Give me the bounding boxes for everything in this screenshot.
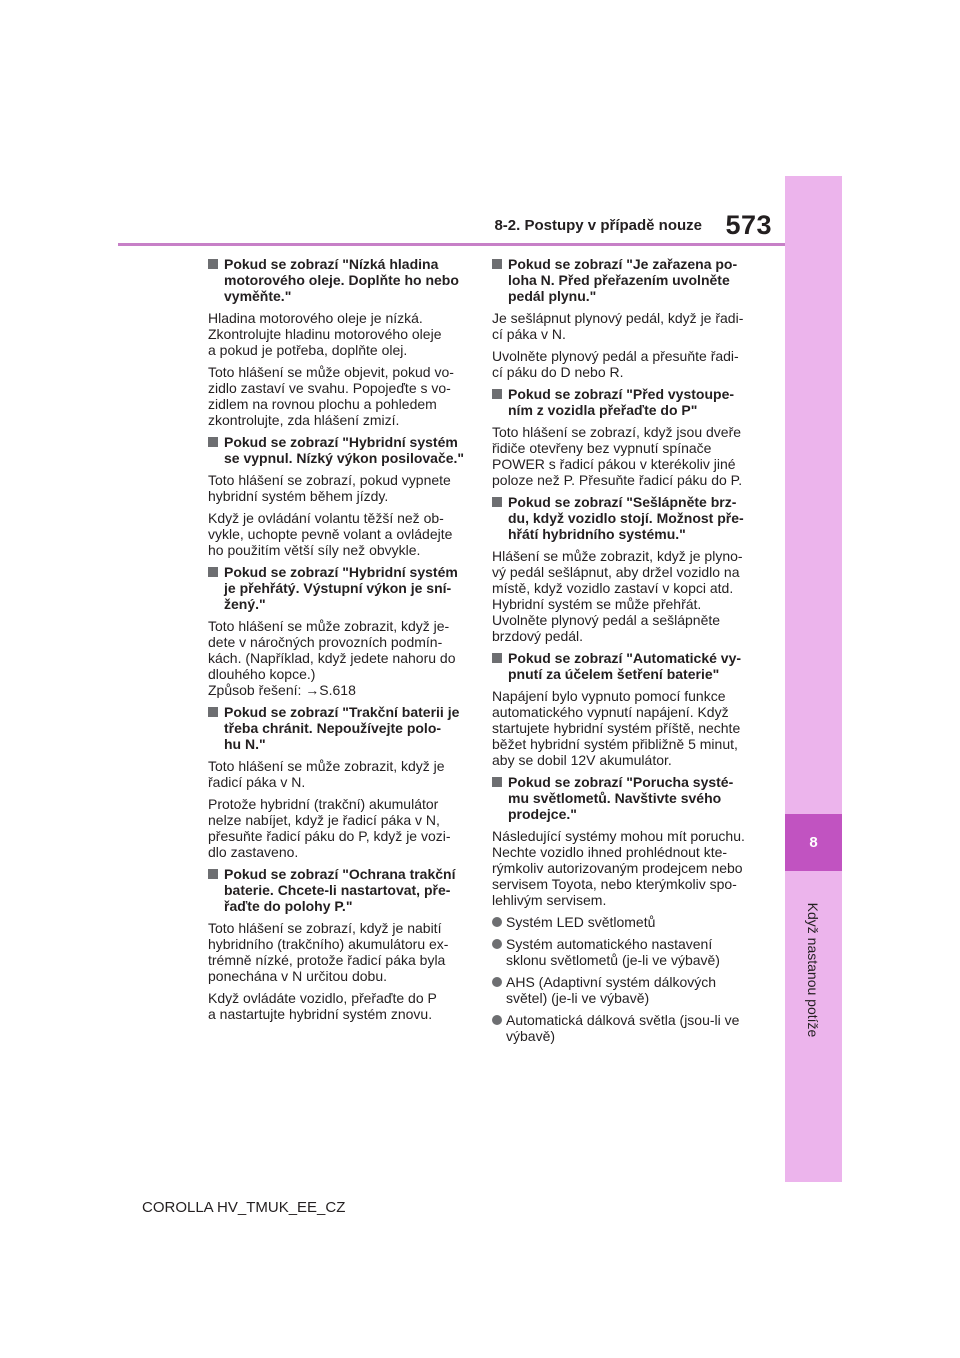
list-item <box>492 936 750 968</box>
list-item-text: Systém automatického nastavení sklonu světlometů (je-li ve výbavě) <box>506 936 720 968</box>
square-bullet-icon <box>208 707 218 717</box>
topic-heading-text: Pokud se zobrazí "Automatické vy- pnutí za účelem šetření baterie" <box>508 650 742 682</box>
header-rule <box>118 243 785 246</box>
page-number: 573 <box>725 210 772 240</box>
message-topic <box>492 774 750 1044</box>
left-column <box>208 256 466 1028</box>
message-topic <box>208 256 466 428</box>
topic-heading-text: Pokud se zobrazí "Hybridní systém je přehřátý. Výstupní výkon je sní- žený." <box>224 564 458 612</box>
topic-heading <box>492 256 750 304</box>
chapter-number-box <box>785 814 842 871</box>
topic-paragraph: Když je ovládání volantu těžší než ob- vykle, uchopte pevně volant a ovládejte ho použitím větší síly než obvykle. <box>208 510 453 558</box>
list-item <box>492 1012 750 1044</box>
topic-paragraph: Toto hlášení se zobrazí, pokud vypnete hybridní systém během jízdy. <box>208 472 451 504</box>
topic-heading <box>492 386 750 418</box>
topic-paragraph: Je sešlápnut plynový pedál, když je řadi- cí páka v N. <box>492 310 744 342</box>
topic-heading <box>208 434 466 466</box>
topic-heading <box>208 704 466 752</box>
message-topic <box>492 386 750 488</box>
list-item-text: AHS (Adaptivní systém dálkových světel) (je-li ve výbavě) <box>506 974 717 1006</box>
topic-paragraph: Toto hlášení se zobrazí, když jsou dveře řidiče otevřeny bez vypnutí spínače POWER s řadicí pákou v kterékoliv jiné poloze než P. Přesuňte řadicí páku do P. <box>492 424 743 488</box>
message-topic <box>208 434 466 558</box>
round-bullet-icon <box>492 977 502 987</box>
topic-paragraph: Hladina motorového oleje je nízká. Zkontrolujte hladinu motorového oleje a pokud je potřeba, doplňte olej. <box>208 310 442 358</box>
square-bullet-icon <box>492 259 502 269</box>
topic-paragraph: Toto hlášení se zobrazí, když je nabití hybridního (trakčního) akumulátoru ex- trémně nízké, protože řadicí páka byla ponechána v N určitou dobu. <box>208 920 449 984</box>
topic-heading-text: Pokud se zobrazí "Před vystoupe- ním z vozidla přeřaďte do P" <box>508 386 735 418</box>
round-bullet-icon <box>492 917 502 927</box>
topic-paragraph: Toto hlášení se může objevit, pokud vo- zidlo zastaví ve svahu. Popojeďte s vo- zidlem na rovnou plochu a pohledem zkontrolujte, zda hlášení zmizí. <box>208 364 454 428</box>
message-topic <box>492 256 750 380</box>
chapter-number: 8 <box>809 834 818 851</box>
topic-heading-text: Pokud se zobrazí "Porucha systé- mu světlometů. Navštivte svého prodejce." <box>508 774 734 822</box>
message-topic <box>492 494 750 644</box>
chapter-title: Když nastanou potíže <box>805 902 821 1038</box>
square-bullet-icon <box>208 869 218 879</box>
topic-heading-text: Pokud se zobrazí "Nízká hladina motorového oleje. Doplňte ho nebo vyměňte." <box>224 256 459 304</box>
round-bullet-icon <box>492 1015 502 1025</box>
topic-heading-text: Pokud se zobrazí "Trakční baterii je třeba chránit. Nepoužívejte polo- hu N." <box>224 704 460 752</box>
square-bullet-icon <box>492 777 502 787</box>
topic-paragraph: Napájení bylo vypnuto pomocí funkce automatického vypnutí napájení. Když startujete hybridní systém příště, nechte běžet hybridní systém přibližně 5 minut, aby se dobil 12V akumulátor. <box>492 688 741 768</box>
message-topic <box>208 866 466 1022</box>
topic-heading <box>492 494 750 542</box>
list-item-text: Automatická dálková světla (jsou-li ve výbavě) <box>506 1012 740 1044</box>
topic-paragraph: Toto hlášení se může zobrazit, když je řadicí páka v N. <box>208 758 445 790</box>
topic-heading-text: Pokud se zobrazí "Hybridní systém se vypnul. Nízký výkon posilovače." <box>224 434 465 466</box>
right-column <box>492 256 750 1050</box>
topic-paragraph: Když ovládáte vozidlo, přeřaďte do P a nastartujte hybridní systém znovu. <box>208 990 437 1022</box>
topic-heading-text: Pokud se zobrazí "Sešlápněte brz- du, když vozidlo stojí. Možnost pře- hřátí hybridního systému." <box>508 494 744 542</box>
list-item <box>492 974 750 1006</box>
topic-paragraph: Uvolněte plynový pedál a přesuňte řadi- cí páku do D nebo R. <box>492 348 739 380</box>
footer-code: COROLLA HV_TMUK_EE_CZ <box>142 1199 346 1216</box>
square-bullet-icon <box>492 653 502 663</box>
message-topic <box>208 564 466 698</box>
message-topic <box>208 704 466 860</box>
topic-paragraph: Protože hybridní (trakční) akumulátor nelze nabíjet, když je řadicí páka v N, přesuňte řadicí páku do P, když je vozi- dlo zastaveno. <box>208 796 451 860</box>
list-item-text: Systém LED světlometů <box>506 914 656 930</box>
topic-heading <box>208 256 466 304</box>
message-topic <box>492 650 750 768</box>
topic-paragraph: Toto hlášení se může zobrazit, když je- dete v náročných provozních podmín- kách. (Například, když jedete nahoru do dlouhého kopce.) Způsob řešení: →S.618 <box>208 618 456 698</box>
square-bullet-icon <box>492 389 502 399</box>
topic-heading <box>208 866 466 914</box>
list-item <box>492 914 750 930</box>
topic-heading <box>492 774 750 822</box>
topic-paragraph: Hlášení se může zobrazit, když je plyno- vý pedál sešlápnut, aby držel vozidlo na místě, když vozidlo zastaví v kopci atd. Hybridní systém se může přehřát. Uvolněte plynový pedál a sešlápněte brzdový pedál. <box>492 548 743 644</box>
topic-heading <box>208 564 466 612</box>
square-bullet-icon <box>208 437 218 447</box>
topic-heading <box>492 650 750 682</box>
section-title: 8-2. Postupy v případě nouze <box>494 217 702 234</box>
round-bullet-icon <box>492 939 502 949</box>
topic-heading-text: Pokud se zobrazí "Je zařazena po- loha N. Před přeřazením uvolněte pedál plynu." <box>508 256 738 304</box>
topic-heading-text: Pokud se zobrazí "Ochrana trakční baterie. Chcete-li nastartovat, pře- řaďte do polohy P." <box>224 866 456 914</box>
square-bullet-icon <box>492 497 502 507</box>
square-bullet-icon <box>208 567 218 577</box>
square-bullet-icon <box>208 259 218 269</box>
topic-paragraph: Následující systémy mohou mít poruchu. Nechte vozidlo ihned prohlédnout kte- rýmkoliv autorizovaným prodejcem nebo servisem Toyota, nebo kterýmkoliv spo- lehlivým servisem. <box>492 828 745 908</box>
